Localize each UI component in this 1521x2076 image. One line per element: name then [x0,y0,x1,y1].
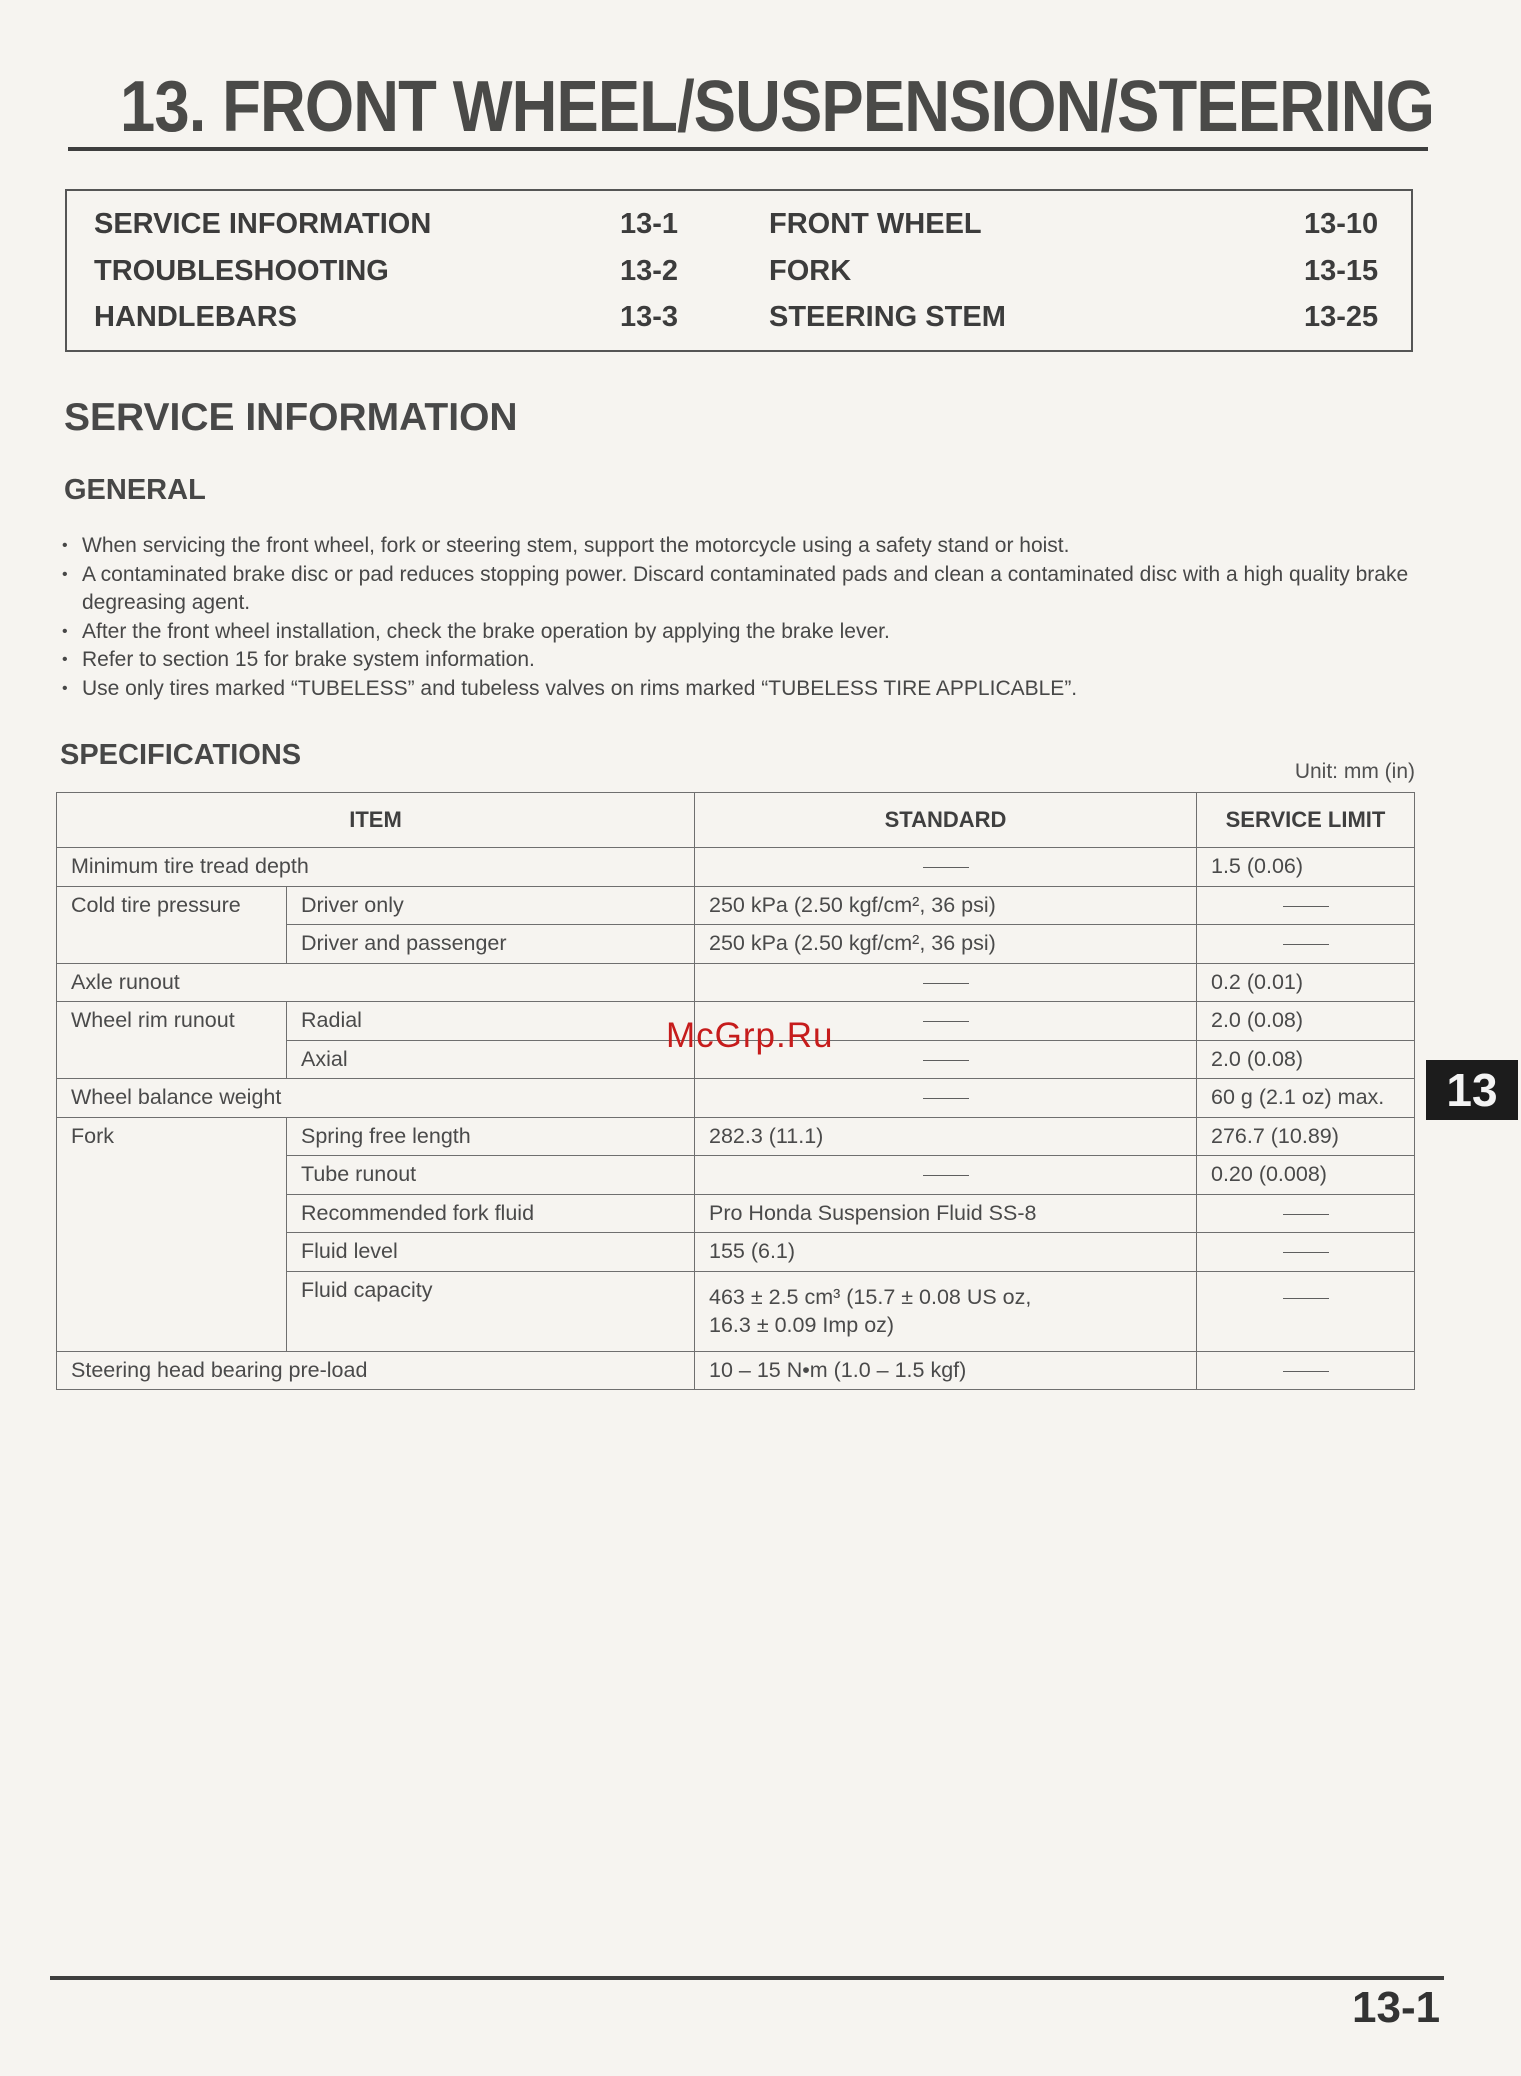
standard-cell [695,848,1197,887]
item-cell: Wheel rim runout [57,1002,287,1079]
limit-cell: 2.0 (0.08) [1197,1002,1415,1041]
toc-label[interactable]: HANDLEBARS [94,301,297,333]
table-of-contents [65,189,1413,352]
limit-cell: 1.5 (0.06) [1197,848,1415,887]
standard-cell: 282.3 (11.1) [695,1117,1197,1156]
subitem-cell: Fluid capacity [287,1271,695,1351]
dash-mark [923,1060,969,1061]
limit-cell [1197,1271,1415,1351]
table-row [57,1079,1415,1118]
general-notes-list [62,532,1432,703]
page-number: 13-1 [1352,1983,1441,2032]
list-item: • A contaminated brake disc or pad reduces stopping power. Discard contaminated pads and clean a contaminated disc with a high quality brake degreasing agent. [62,561,1432,618]
table-row [57,1351,1415,1390]
specifications-table [56,792,1415,1390]
dash-mark [923,867,969,868]
list-item: • After the front wheel installation, check the brake operation by applying the brake lever. [62,618,1432,647]
dash-mark [1283,1214,1329,1215]
item-cell: Axle runout [57,963,695,1002]
limit-cell [1197,1233,1415,1272]
dash-mark [923,1098,969,1099]
item-cell: Minimum tire tread depth [57,848,695,887]
column-header-item: ITEM [57,793,695,848]
table-row [57,1117,1415,1156]
standard-cell: Pro Honda Suspension Fluid SS-8 [695,1194,1197,1233]
general-heading: GENERAL [64,474,206,506]
standard-cell [695,963,1197,1002]
dash-mark [1283,906,1329,907]
table-row [57,963,1415,1002]
standard-line: 463 ± 2.5 cm³ (15.7 ± 0.08 US oz, [709,1285,1032,1309]
specifications-heading: SPECIFICATIONS [60,739,302,771]
limit-cell: 276.7 (10.89) [1197,1117,1415,1156]
subitem-cell: Tube runout [287,1156,695,1195]
dash-mark [1283,1371,1329,1372]
item-cell: Steering head bearing pre-load [57,1351,695,1390]
table-row [57,848,1415,887]
toc-page[interactable]: 13-3 [620,301,679,333]
dash-mark [1283,1252,1329,1253]
toc-label[interactable]: STEERING STEM [769,301,1006,333]
limit-cell [1197,1194,1415,1233]
section-heading: SERVICE INFORMATION [64,396,518,439]
item-cell: Wheel balance weight [57,1079,695,1118]
list-item: • Use only tires marked “TUBELESS” and tubeless valves on rims marked “TUBELESS TIRE APPLICABLE”. [62,675,1432,704]
standard-cell: 155 (6.1) [695,1233,1197,1272]
toc-page[interactable]: 13-25 [1304,301,1379,333]
dash-mark [923,1021,969,1022]
toc-label[interactable]: FRONT WHEEL [769,208,982,240]
limit-cell: 60 g (2.1 oz) max. [1197,1079,1415,1118]
subitem-cell: Recommended fork fluid [287,1194,695,1233]
section-tab[interactable]: 13 [1426,1060,1518,1120]
standard-cell [695,1156,1197,1195]
standard-cell [695,1271,1197,1351]
toc-label[interactable]: FORK [769,255,852,287]
subitem-cell: Radial [287,1002,695,1041]
toc-page[interactable]: 13-15 [1304,255,1379,287]
toc-label[interactable]: SERVICE INFORMATION [94,208,432,240]
toc-label[interactable]: TROUBLESHOOTING [94,255,389,287]
limit-cell [1197,886,1415,925]
chapter-title: 13. FRONT WHEEL/SUSPENSION/STEERING [120,67,1435,147]
standard-cell: 250 kPa (2.50 kgf/cm², 36 psi) [695,925,1197,964]
subitem-cell: Driver and passenger [287,925,695,964]
list-item: • When servicing the front wheel, fork or steering stem, support the motorcycle using a safety stand or hoist. [62,532,1432,561]
column-header-standard: STANDARD [695,793,1197,848]
toc-page[interactable]: 13-1 [620,208,679,240]
dash-mark [923,983,969,984]
unit-note: Unit: mm (in) [1294,760,1415,783]
toc-page[interactable]: 13-2 [620,255,679,287]
subitem-cell: Spring free length [287,1117,695,1156]
limit-cell [1197,1351,1415,1390]
title-underline [68,147,1428,151]
subitem-cell: Driver only [287,886,695,925]
standard-line: 16.3 ± 0.09 Imp oz) [709,1313,895,1337]
dash-mark [1283,1298,1329,1299]
limit-cell: 0.20 (0.008) [1197,1156,1415,1195]
subitem-cell: Axial [287,1040,695,1079]
dash-mark [1283,944,1329,945]
watermark: McGrp.Ru [666,1016,834,1055]
table-header-row [57,793,1415,848]
item-cell: Cold tire pressure [57,886,287,963]
item-cell: Fork [57,1117,287,1351]
table-row [57,886,1415,925]
dash-mark [923,1175,969,1176]
column-header-service-limit: SERVICE LIMIT [1197,793,1415,848]
standard-cell: 10 – 15 N•m (1.0 – 1.5 kgf) [695,1351,1197,1390]
standard-cell: 250 kPa (2.50 kgf/cm², 36 psi) [695,886,1197,925]
limit-cell: 0.2 (0.01) [1197,963,1415,1002]
standard-cell [695,1079,1197,1118]
toc-page[interactable]: 13-10 [1304,208,1379,240]
subitem-cell: Fluid level [287,1233,695,1272]
footer-rule [50,1976,1444,1980]
list-item: • Refer to section 15 for brake system information. [62,646,1432,675]
limit-cell: 2.0 (0.08) [1197,1040,1415,1079]
limit-cell [1197,925,1415,964]
